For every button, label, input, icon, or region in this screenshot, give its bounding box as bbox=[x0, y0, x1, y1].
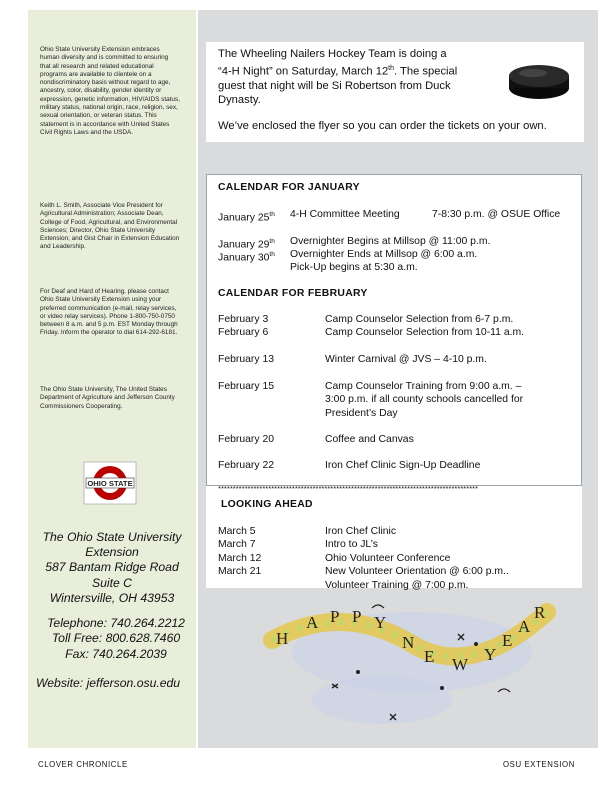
february-date: February 3 February 6 bbox=[218, 314, 269, 339]
february-event: Coffee and Canvas bbox=[325, 434, 414, 445]
february-date: February 15 bbox=[218, 381, 275, 392]
banner-letter: P bbox=[352, 607, 362, 626]
january-date: January 30th bbox=[218, 251, 275, 264]
address-line: Extension bbox=[85, 545, 139, 560]
january-date: January 25th bbox=[218, 211, 275, 224]
svg-text:OHIO STATE: OHIO STATE bbox=[87, 479, 133, 488]
january-event: Overnighter Ends at Millsop @ 6:00 a.m. bbox=[290, 249, 478, 260]
banner-letter: H bbox=[276, 629, 289, 648]
star-divider: **************************************************************************************** bbox=[218, 484, 479, 493]
february-date: February 22 bbox=[218, 460, 275, 471]
address-block bbox=[28, 530, 196, 606]
january-event-extra: Pick-Up begins at 5:30 a.m. bbox=[290, 262, 418, 273]
february-event: Iron Chef Clinic Sign-Up Deadline bbox=[325, 460, 481, 471]
january-heading: CALENDAR FOR JANUARY bbox=[218, 182, 360, 193]
address-line: Suite C bbox=[92, 575, 132, 590]
telephone: Telephone: 740.264.2212 bbox=[47, 616, 185, 630]
contact-block bbox=[36, 616, 196, 662]
february-event: Camp Counselor Training from 9:00 a.m. – 3:00 p.m. if all county schools cancelled for President’s Day bbox=[325, 381, 524, 419]
banner-letter: R bbox=[534, 603, 546, 622]
address-line: Wintersville, OH 43953 bbox=[49, 590, 175, 605]
hearing-statement: For Deaf and Hard of Hearing, please contact Ohio State University Extension using your preferred communication (e-mail, relay services, or video relay services). Phone 1-800-750-0750 between 8 a.m. and 5 p.m. EST Monday through Friday. Inform the operator to dial 614-292-6181. bbox=[40, 288, 178, 337]
banner-letter: E bbox=[424, 647, 435, 666]
hockey-announcement bbox=[206, 42, 584, 142]
address-line: 587 Bantam Ridge Road bbox=[45, 560, 179, 575]
february-date: February 20 bbox=[218, 434, 275, 445]
february-date: February 13 bbox=[218, 354, 275, 365]
looking-ahead-heading: LOOKING AHEAD bbox=[221, 499, 313, 510]
address-line: The Ohio State University bbox=[42, 530, 182, 544]
director-statement: Keith L. Smith, Associate Vice President for Agricultural Administration; Associate Dean, College of Food, Agricultural, and Environmental Sciences; Director, Ohio State University Extension; and Gist Chair in Extension Education and Leadership. bbox=[40, 202, 180, 251]
january-event: Overnighter Begins at Millsop @ 11:00 p.m. bbox=[290, 236, 491, 247]
flyer-text: We’ve enclosed the flyer so you can order the tickets on your own. bbox=[218, 120, 547, 132]
february-event: Winter Carnival @ JVS – 4-10 p.m. bbox=[325, 354, 487, 365]
looking-ahead-dates: March 5 March 7 March 12 March 21 bbox=[218, 526, 262, 578]
february-heading: CALENDAR FOR FEBRUARY bbox=[218, 288, 368, 299]
sidebar bbox=[28, 10, 196, 748]
banner-letter: W bbox=[452, 655, 469, 674]
diversity-statement: Ohio State University Extension embraces human diversity and is committed to ensuring that all research and related educational programs are available to clientele on a nondiscriminatory basis without regard to age, ancestry, color, disability, gender identity or expression, genetic information, HIV/AIDS status, military status, national origin, race, religion, sex, sexual orientation, or veteran status. This statement is in accordance with United States Civil Rights Laws and the USDA. bbox=[40, 46, 180, 136]
january-time: 7-8:30 p.m. @ OSUE Office bbox=[432, 209, 561, 220]
banner-letter: Y bbox=[484, 645, 497, 664]
cooperating-statement: The Ohio State University, The United States Department of Agriculture and Jefferson County Commissioners Cooperating. bbox=[40, 386, 175, 410]
hockey-text: The Wheeling Nailers Hockey Team is doing a “4-H Night” on Saturday, March 12th. The special guest that night will be Si Robertson from Duck Dynasty. bbox=[218, 48, 458, 107]
january-event: 4-H Committee Meeting bbox=[290, 209, 400, 220]
january-date: January 29th bbox=[218, 238, 275, 251]
happy-new-year-banner bbox=[262, 592, 558, 742]
banner-letter: E bbox=[502, 631, 513, 650]
looking-ahead-events: Iron Chef Clinic Intro to JL’s Ohio Volunteer Conference New Volunteer Orientation @ 6:00 p.m.. Volunteer Training @ 7:00 p.m. bbox=[325, 526, 509, 591]
website: Website: jefferson.osu.edu bbox=[36, 676, 181, 690]
banner-letter: Y bbox=[374, 613, 387, 632]
hockey-puck-icon bbox=[506, 58, 572, 104]
fax: Fax: 740.264.2039 bbox=[65, 646, 167, 661]
february-event: Camp Counselor Selection from 6-7 p.m. Camp Counselor Selection from 10-11 a.m. bbox=[325, 314, 525, 339]
ohio-state-logo bbox=[82, 460, 138, 506]
toll-free: Toll Free: 800.628.7460 bbox=[51, 631, 181, 646]
footer-right: OSU EXTENSION bbox=[503, 760, 575, 769]
banner-letter: N bbox=[402, 633, 415, 652]
banner-letter: A bbox=[306, 613, 319, 632]
banner-letter: A bbox=[518, 617, 531, 636]
footer-left: CLOVER CHRONICLE bbox=[38, 760, 128, 769]
banner-letter: P bbox=[330, 607, 340, 626]
